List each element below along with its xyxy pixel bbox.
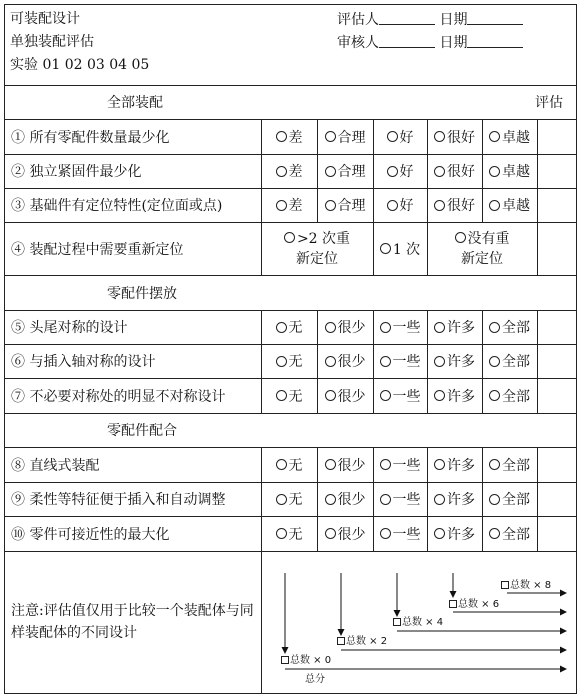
score-diagram bbox=[263, 557, 576, 694]
checkbox-square-icon bbox=[449, 600, 457, 608]
radio-circle bbox=[325, 494, 336, 505]
evaluation-header: 评估 bbox=[535, 95, 563, 111]
rating-option[interactable]: 一些 bbox=[373, 482, 427, 516]
divider bbox=[537, 119, 538, 222]
rating-option[interactable]: 很好 bbox=[427, 154, 482, 188]
radio-circle bbox=[276, 200, 287, 211]
radio-circle bbox=[276, 322, 287, 333]
radio-circle bbox=[325, 528, 336, 539]
rating-option[interactable]: 许多 bbox=[427, 310, 482, 344]
radio-circle bbox=[325, 322, 336, 333]
rating-option[interactable]: 全部 bbox=[482, 482, 537, 516]
radio-circle bbox=[434, 166, 445, 177]
form-header bbox=[5, 5, 576, 85]
radio-circle bbox=[489, 322, 500, 333]
rating-option[interactable]: 很好 bbox=[427, 188, 482, 222]
checkbox-square-icon bbox=[501, 581, 509, 589]
rating-option[interactable]: 卓越 bbox=[482, 154, 537, 188]
rating-option[interactable]: 卓越 bbox=[482, 188, 537, 222]
rating-option[interactable]: 一些 bbox=[373, 447, 427, 482]
rating-option[interactable]: 很少 bbox=[317, 344, 373, 378]
rating-option[interactable]: 很少 bbox=[317, 516, 373, 551]
reviewer-label: 审核人 bbox=[337, 35, 379, 51]
evaluator-row bbox=[337, 11, 523, 28]
divider bbox=[261, 551, 262, 694]
rating-option[interactable]: 很好 bbox=[427, 119, 482, 154]
radio-circle bbox=[276, 166, 287, 177]
rating-option[interactable]: 无 bbox=[261, 447, 317, 482]
radio-circle bbox=[380, 356, 391, 367]
radio-circle bbox=[489, 356, 500, 367]
reviewer-date-field[interactable] bbox=[467, 34, 523, 48]
score-label: 总数 × 2 bbox=[337, 636, 387, 648]
form-subtitle: 单独装配评估 bbox=[10, 34, 94, 50]
criterion-label: ④ 装配过程中需要重新定位 bbox=[11, 241, 184, 258]
evaluator-field[interactable] bbox=[379, 11, 435, 25]
checkbox-square-icon bbox=[281, 656, 289, 664]
rating-option[interactable]: 全部 bbox=[482, 344, 537, 378]
rating-option[interactable]: 没有重 新定位 bbox=[427, 222, 537, 275]
criterion-label: ⑦ 不必要对称处的明显不对称设计 bbox=[11, 388, 226, 405]
rating-option[interactable]: 无 bbox=[261, 482, 317, 516]
rating-option[interactable]: 许多 bbox=[427, 482, 482, 516]
radio-circle bbox=[276, 356, 287, 367]
radio-circle bbox=[489, 166, 500, 177]
rating-option[interactable]: 许多 bbox=[427, 378, 482, 413]
radio-circle bbox=[380, 322, 391, 333]
rating-option[interactable]: 一些 bbox=[373, 310, 427, 344]
assembly-evaluation-form bbox=[4, 4, 577, 694]
criterion-label: ⑧ 直线式装配 bbox=[11, 457, 100, 474]
radio-circle bbox=[434, 528, 445, 539]
radio-circle bbox=[325, 200, 336, 211]
rating-option[interactable]: 差 bbox=[261, 119, 317, 154]
radio-circle bbox=[276, 528, 287, 539]
rating-option[interactable]: 合理 bbox=[317, 119, 373, 154]
rating-option[interactable]: 卓越 bbox=[482, 119, 537, 154]
radio-circle bbox=[489, 459, 500, 470]
checkbox-square-icon bbox=[337, 637, 345, 645]
divider bbox=[537, 222, 538, 275]
radio-circle bbox=[434, 131, 445, 142]
rating-option[interactable]: 无 bbox=[261, 516, 317, 551]
total-score-label: 总分 bbox=[305, 674, 325, 685]
date-label: 日期 bbox=[439, 35, 468, 51]
evaluator-date-field[interactable] bbox=[467, 11, 523, 25]
section-title: 零配件配合 bbox=[107, 423, 177, 439]
radio-circle bbox=[380, 459, 391, 470]
score-label: 总数 × 6 bbox=[449, 599, 499, 611]
rating-option[interactable]: 差 bbox=[261, 188, 317, 222]
radio-circle bbox=[380, 243, 391, 254]
radio-circle bbox=[380, 494, 391, 505]
score-label: 总数 × 0 bbox=[281, 655, 331, 667]
radio-circle bbox=[325, 390, 336, 401]
score-label: 总数 × 8 bbox=[501, 580, 551, 592]
radio-circle bbox=[276, 390, 287, 401]
rating-option[interactable]: 全部 bbox=[482, 310, 537, 344]
radio-circle bbox=[434, 390, 445, 401]
radio-circle bbox=[434, 459, 445, 470]
radio-circle bbox=[276, 459, 287, 470]
divider bbox=[5, 413, 576, 414]
radio-circle bbox=[455, 232, 466, 243]
rating-option[interactable]: 许多 bbox=[427, 447, 482, 482]
radio-circle bbox=[380, 390, 391, 401]
divider bbox=[5, 275, 576, 276]
rating-option[interactable]: 全部 bbox=[482, 447, 537, 482]
form-title: 可装配设计 bbox=[10, 11, 80, 27]
radio-circle bbox=[434, 494, 445, 505]
criterion-label: ② 独立紧固件最少化 bbox=[11, 164, 142, 180]
divider bbox=[537, 447, 538, 551]
radio-circle bbox=[276, 494, 287, 505]
radio-circle bbox=[434, 322, 445, 333]
reviewer-row bbox=[337, 34, 523, 51]
divider bbox=[5, 85, 576, 86]
rating-option[interactable]: 一些 bbox=[373, 378, 427, 413]
radio-circle bbox=[489, 528, 500, 539]
rating-option[interactable]: 合理 bbox=[317, 154, 373, 188]
rating-option[interactable]: 很少 bbox=[317, 310, 373, 344]
evaluator-label: 评估人 bbox=[337, 12, 379, 28]
section-title: 零配件摆放 bbox=[107, 285, 177, 302]
criterion-label: ③ 基础件有定位特性(定位面或点) bbox=[11, 198, 223, 214]
experiment-numbers: 实验 01 02 03 04 05 bbox=[10, 57, 150, 73]
rating-option[interactable]: 好 bbox=[373, 188, 427, 222]
date-label: 日期 bbox=[439, 12, 468, 28]
rating-option[interactable]: 差 bbox=[261, 154, 317, 188]
rating-option[interactable]: 一些 bbox=[373, 516, 427, 551]
rating-option[interactable]: 无 bbox=[261, 310, 317, 344]
divider bbox=[5, 551, 576, 552]
radio-circle bbox=[489, 390, 500, 401]
criterion-label: ⑤ 头尾对称的设计 bbox=[11, 320, 128, 336]
rating-option[interactable]: 好 bbox=[373, 154, 427, 188]
rating-option[interactable]: 许多 bbox=[427, 516, 482, 551]
criterion-label: ⑨ 柔性等特征便于插入和自动调整 bbox=[11, 492, 226, 508]
reviewer-field[interactable] bbox=[379, 34, 435, 48]
radio-circle bbox=[387, 166, 398, 177]
radio-circle bbox=[325, 356, 336, 367]
rating-option[interactable]: 很少 bbox=[317, 378, 373, 413]
criterion-label: ⑩ 零件可接近性的最大化 bbox=[11, 526, 170, 543]
criterion-label: ⑥ 与插入轴对称的设计 bbox=[11, 354, 156, 370]
rating-option[interactable]: 好 bbox=[373, 119, 427, 154]
radio-circle bbox=[325, 459, 336, 470]
radio-circle bbox=[325, 166, 336, 177]
radio-circle bbox=[434, 356, 445, 367]
rating-option[interactable]: 无 bbox=[261, 378, 317, 413]
score-label: 总数 × 4 bbox=[393, 617, 443, 629]
radio-circle bbox=[489, 131, 500, 142]
radio-circle bbox=[380, 528, 391, 539]
radio-circle bbox=[489, 200, 500, 211]
divider bbox=[537, 310, 538, 413]
rating-option[interactable]: 一些 bbox=[373, 344, 427, 378]
section-title: 全部装配 bbox=[107, 95, 163, 111]
rating-option[interactable]: 全部 bbox=[482, 516, 537, 551]
radio-circle bbox=[325, 131, 336, 142]
checkbox-square-icon bbox=[393, 618, 401, 626]
rating-option[interactable]: 合理 bbox=[317, 188, 373, 222]
rating-option[interactable]: 无 bbox=[261, 344, 317, 378]
radio-circle bbox=[434, 200, 445, 211]
criterion-label: ① 所有零配件数量最少化 bbox=[11, 129, 170, 146]
radio-circle bbox=[284, 232, 295, 243]
radio-circle bbox=[387, 131, 398, 142]
rating-option[interactable]: 很少 bbox=[317, 447, 373, 482]
rating-option[interactable]: 全部 bbox=[482, 378, 537, 413]
rating-option[interactable]: 许多 bbox=[427, 344, 482, 378]
rating-option[interactable]: >2 次重 新定位 bbox=[261, 222, 373, 275]
radio-circle bbox=[276, 131, 287, 142]
radio-circle bbox=[387, 200, 398, 211]
rating-option[interactable]: 1 次 bbox=[373, 222, 427, 275]
evaluation-note: 注意:评估值仅用于比较一个装配体与同样装配体的不同设计 bbox=[11, 603, 254, 641]
radio-circle bbox=[489, 494, 500, 505]
rating-option[interactable]: 很少 bbox=[317, 482, 373, 516]
